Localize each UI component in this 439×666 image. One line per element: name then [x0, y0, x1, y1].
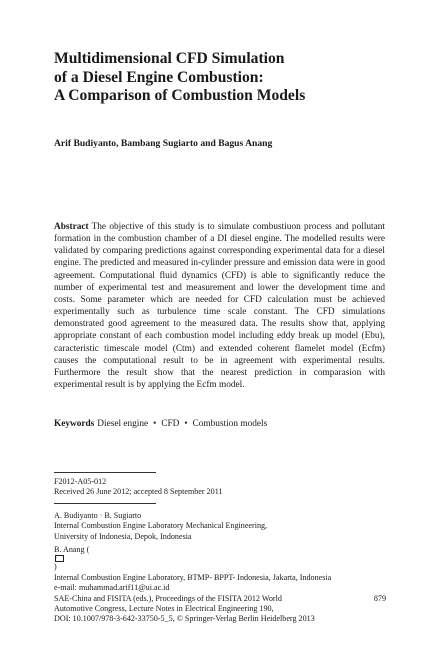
keyword-separator: • — [153, 418, 157, 428]
citation-line-1: SAE-China and FISITA (eds.), Proceedings of the FISITA 2012 World — [54, 594, 282, 603]
author-list: Arif Budiyanto, Bambang Sugiarto and Bagus Anang — [54, 138, 273, 149]
title-line-3: A Comparison of Combustion Models — [54, 87, 306, 105]
citation-line-3: DOI: 10.1007/978-3-642-33750-5_5, © Springer-Verlag Berlin Heidelberg 2013 — [54, 614, 315, 624]
received-dates: Received 26 June 2012; accepted 8 September 2011 — [54, 487, 223, 497]
affiliation-1-line-1: Internal Combustion Engine Laboratory Mechanical Engineering, — [54, 521, 268, 531]
abstract-label: Abstract — [54, 222, 89, 232]
keyword-separator: • — [184, 418, 188, 428]
affiliation-2-name-close: ) — [54, 562, 57, 572]
corresponding-email[interactable]: e-mail: muhammad.arif11@ui.ac.id — [54, 583, 170, 593]
affiliation-1-line-2: University of Indonesia, Depok, Indonesia — [54, 531, 192, 541]
citation-line-2: Automotive Congress, Lecture Notes in Electrical Engineering 190, — [54, 604, 274, 614]
title-line-1: Multidimensional CFD Simulation — [54, 50, 285, 67]
page-number: 879 — [373, 594, 386, 603]
affiliation-2-line-1: Internal Combustion Engine Laboratory, BTMP- BPPT- Indonesia, Jakarta, Indonesia — [54, 572, 332, 582]
citation-footer — [54, 594, 394, 625]
keyword-3: Combustion models — [192, 419, 268, 429]
keywords-label: Keywords — [54, 419, 95, 429]
affiliation-2-name-text: B. Anang ( — [54, 545, 90, 554]
affiliation-divider — [54, 503, 156, 504]
footnote-divider — [54, 472, 156, 473]
envelope-icon — [55, 555, 64, 562]
affiliation-1-names: A. Budiyanto · B. Sugiarto — [54, 511, 142, 520]
affiliation-1 — [54, 511, 394, 542]
affiliation-2-name — [54, 545, 394, 573]
abstract — [54, 221, 385, 391]
abstract-text: The objective of this study is to simulate combustiuon process and pollutant formation in the combustion chamber of a DI diesel engine. The modelled results were validated by comparing predictions against corresponding experimental data for a diesel engine. The predicted and measured in-cylinder pressure and emission data were in good agreement. Computational fluid dynamics (CFD) is able to significantly reduce the number of experimental test and measurement and lower the development time and costs. Some parameter which are needed for CFD calculation must be achieved experimentally such as turbulence time scale constant. The CFD simulations demonstrated good agreement to the measured data. The results show that, applying appropriate constant of each combustion model including eddy break up model (Ebu), caracteristic timescale model (Ctm) and extended coherent flamelet model (Ecfm) causes the computational result to be in agreement with experimental results. Furthermore the result show that the nearest prediction in comparasion with experimental result is by applying the Ecfm model. — [54, 222, 385, 391]
title-line-2: of a Diesel Engine Combustion: — [54, 68, 264, 86]
article-history — [54, 477, 394, 498]
affiliation-2 — [54, 545, 394, 594]
article-code: F2012-A05-012 — [54, 477, 107, 486]
keywords — [54, 417, 385, 430]
paper-title — [54, 50, 394, 106]
keyword-1: Diesel engine — [97, 419, 149, 429]
keyword-2: CFD — [161, 419, 180, 429]
